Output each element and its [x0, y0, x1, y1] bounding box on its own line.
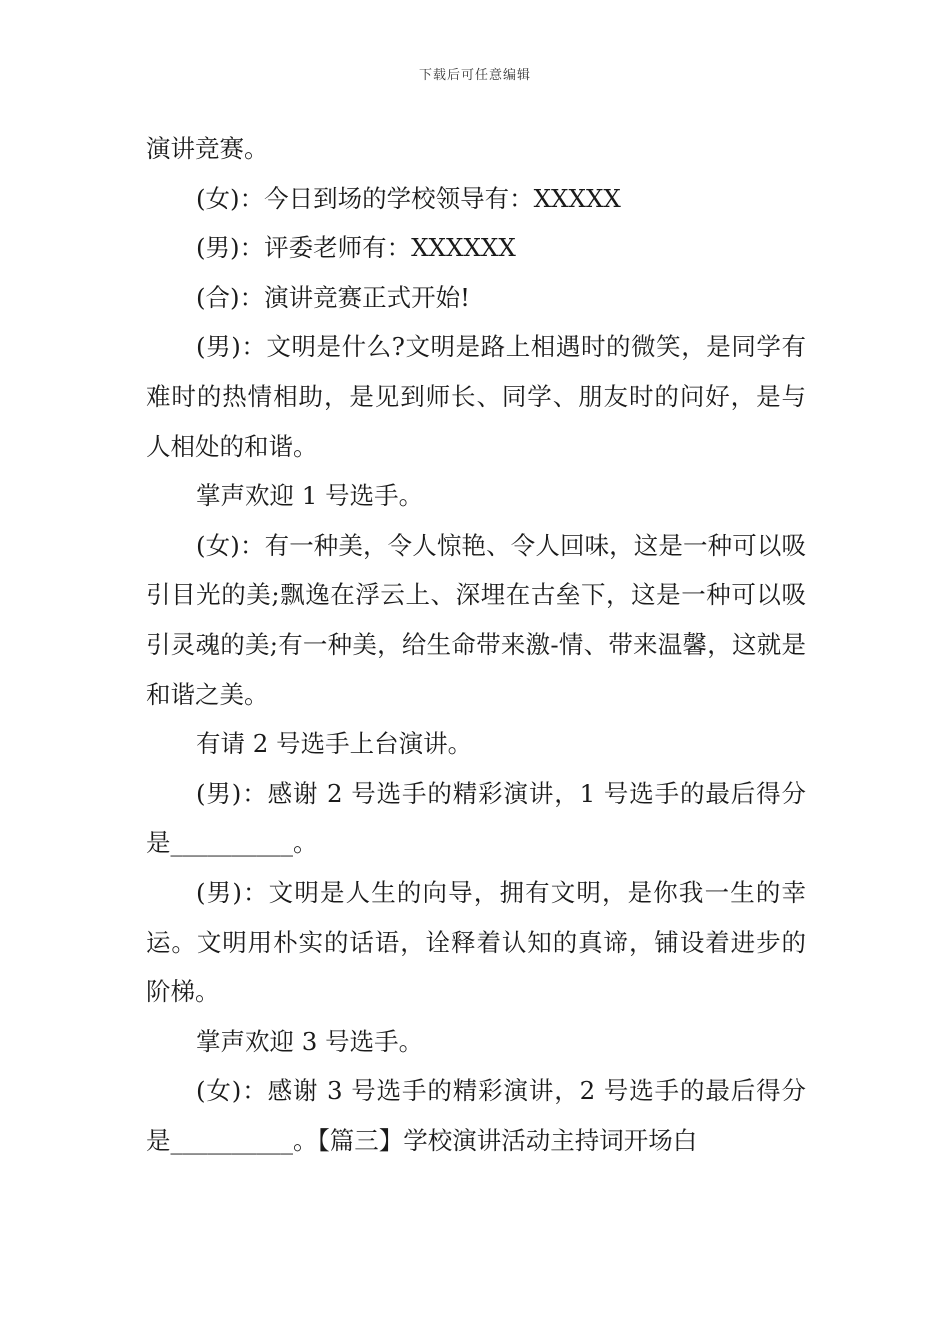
paragraph-5: (男)：文明是什么?文明是路上相遇时的微笑，是同学有难时的热情相助，是见到师长、同学、朋友时的问好，是与人相处的和谐。	[146, 332, 806, 461]
paragraph-1: 演讲竞赛。	[146, 134, 269, 163]
paragraph-8: 有请 2 号选手上台演讲。	[196, 729, 473, 759]
paragraph-3: (男)：评委老师有：XXXXXX	[196, 233, 516, 263]
paragraph-6: 掌声欢迎 1 号选手。	[196, 481, 424, 511]
document-body	[146, 124, 806, 1165]
paragraph-9: (男)：感谢 2 号选手的精彩演讲，1 号选手的最后得分是__________。	[146, 778, 806, 858]
page-header: 下载后可任意编辑	[418, 68, 531, 83]
paragraph-2: (女)：今日到场的学校领导有：XXXXX	[196, 183, 621, 213]
paragraph-4: (合)：演讲竞赛正式开始!	[196, 282, 470, 312]
paragraph-7: (女)：有一种美，令人惊艳、令人回味，这是一种可以吸引目光的美;飘逸在浮云上、深埋在古垒下，这是一种可以吸引灵魂的美;有一种美，给生命带来激-情、带来温馨，这就是和谐之美。	[146, 530, 806, 709]
paragraph-12: (女)：感谢 3 号选手的精彩演讲，2 号选手的最后得分是__________。【篇三】学校演讲活动主持词开场白	[146, 1076, 806, 1155]
paragraph-11: 掌声欢迎 3 号选手。	[196, 1026, 424, 1056]
paragraph-10: (男)：文明是人生的向导，拥有文明，是你我一生的幸运。文明用朴实的话语，诠释着认知的真谛，铺设着进步的阶梯。	[146, 877, 806, 1007]
